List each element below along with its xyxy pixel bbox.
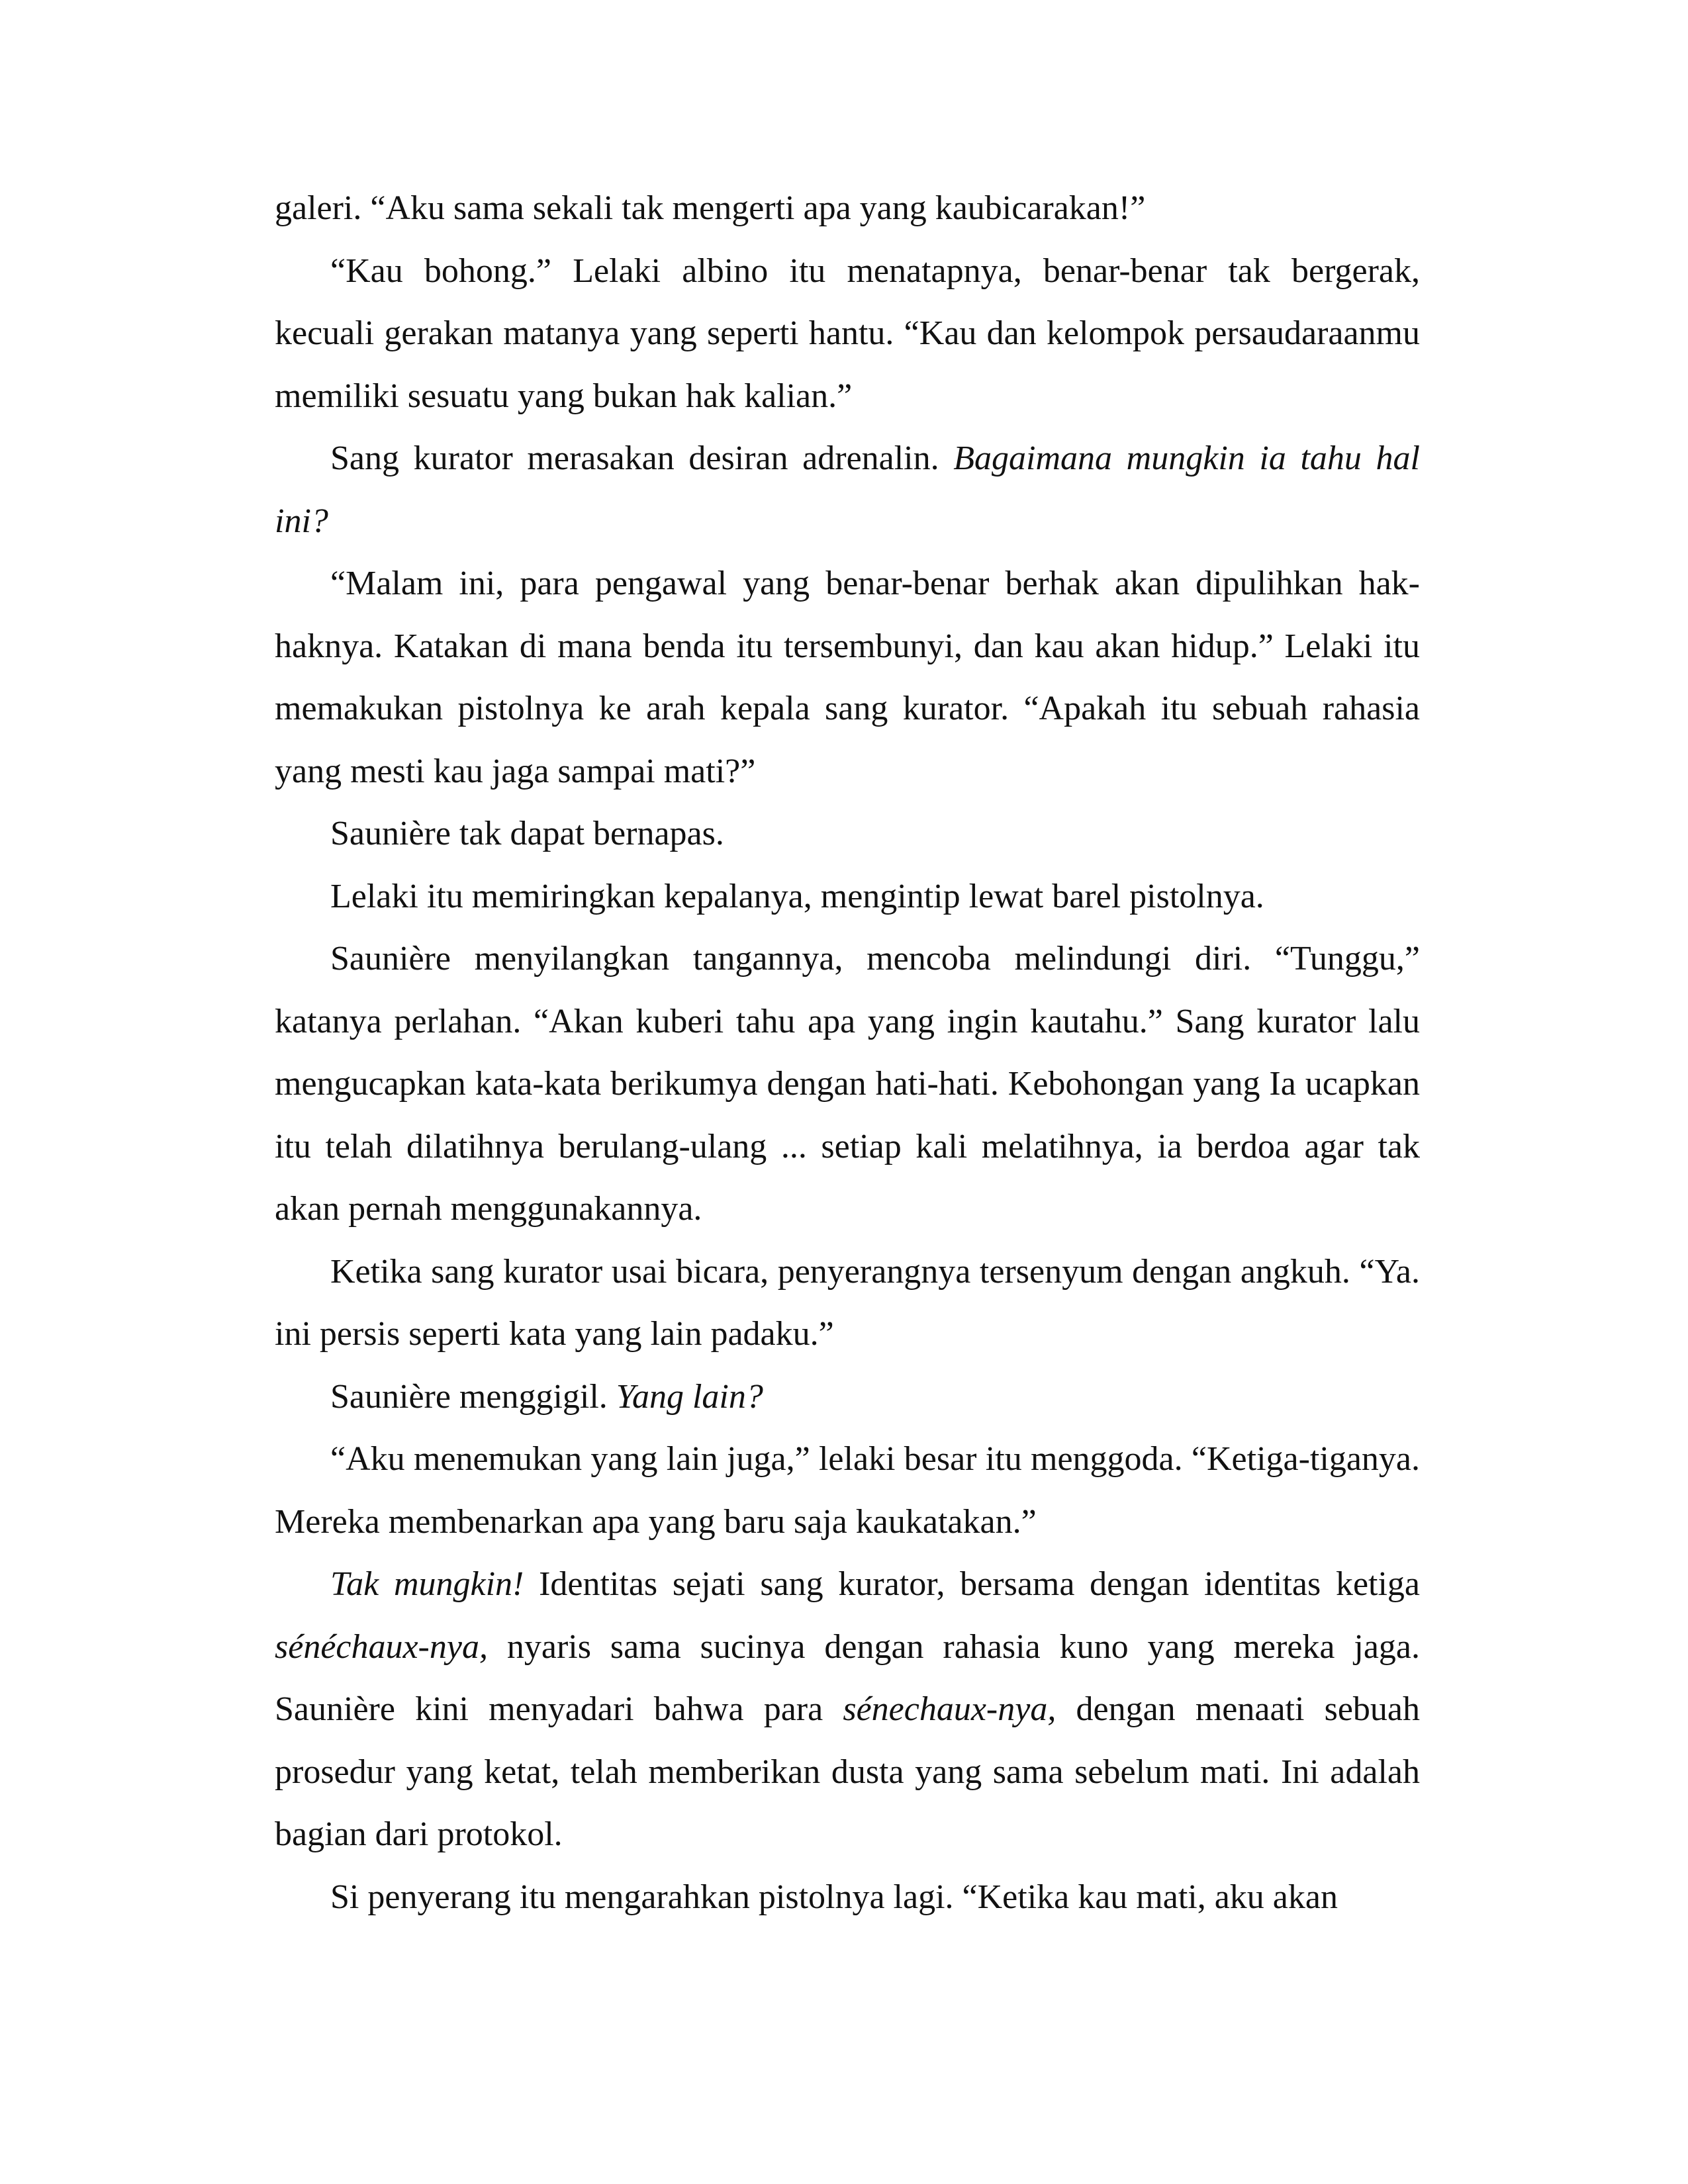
paragraph-11-text-1: Identitas sejati sang kurator, bersama dengan identitas ketiga — [524, 1565, 1421, 1603]
paragraph-7-text: Saunière menyilangkan tangannya, mencoba melindungi diri. “Tunggu,” katanya perlahan. “Akan kuberi tahu apa yang ingin kautahu.” Sang kurator lalu mengucapkan kata-kata berikumya dengan hati-hati. Kebohongan yang Ia ucapkan itu telah dilatihnya berulang-ulang ... setiap kali melatihnya, ia berdoa agar tak akan pernah menggunakannya. — [275, 940, 1420, 1228]
paragraph-5-text: Saunière tak dapat bernapas. — [330, 815, 724, 852]
paragraph-11-italic-text-1: Tak mungkin! — [330, 1565, 524, 1603]
paragraph-6-text: Lelaki itu memiringkan kepalanya, mengintip lewat barel pistolnya. — [330, 877, 1264, 915]
paragraph-9-italic-text: Yang lain? — [616, 1377, 763, 1416]
paragraph-12-text: Si penyerang itu mengarahkan pistolnya lagi. “Ketika kau mati, aku akan — [330, 1878, 1338, 1916]
paragraph-11 — [275, 1553, 1420, 1866]
paragraph-8 — [275, 1241, 1420, 1366]
paragraph-6 — [275, 866, 1420, 929]
paragraph-9-text: Saunière menggigil. — [330, 1377, 616, 1416]
paragraph-3 — [275, 428, 1420, 553]
paragraph-4-text: “Malam ini, para pengawal yang benar-benar berhak akan dipulihkan hak-haknya. Katakan di mana benda itu tersembunyi, dan kau akan hidup.” Lelaki itu memakukan pistolnya ke arah kepala sang kurator. “Apakah itu sebuah rahasia yang mesti kau jaga sampai mati?” — [275, 565, 1420, 790]
paragraph-11-italic-text-3: sénechaux-nya, — [843, 1690, 1056, 1728]
paragraph-11-text-2: nyaris sama sucinya dengan rahasia kuno yang mereka jaga. Saunière kini menyadari bahwa para — [275, 1627, 1420, 1728]
paragraph-10-text: “Aku menemukan yang lain juga,” lelaki besar itu menggoda. “Ketiga-tiganya. Mereka membenarkan apa yang baru saja kaukatakan.” — [275, 1440, 1420, 1541]
document-page — [275, 177, 1420, 1929]
paragraph-4 — [275, 553, 1420, 803]
paragraph-2-text: “Kau bohong.” Lelaki albino itu menatapnya, benar-benar tak bergerak, kecuali gerakan matanya yang seperti hantu. “Kau dan kelompok persaudaraanmu memiliki sesuatu yang bukan hak kalian.” — [275, 251, 1420, 415]
paragraph-10 — [275, 1428, 1420, 1553]
paragraph-5 — [275, 803, 1420, 866]
paragraph-8-text: Ketika sang kurator usai bicara, penyerangnya tersenyum dengan angkuh. “Ya. ini persis seperti kata yang lain padaku.” — [275, 1252, 1420, 1353]
paragraph-12 — [275, 1866, 1420, 1929]
paragraph-3-text: Sang kurator merasakan desiran adrenalin. — [330, 439, 954, 477]
paragraph-11-italic-text-2: sénéchaux-nya, — [275, 1627, 488, 1666]
paragraph-2 — [275, 240, 1420, 428]
paragraph-1 — [275, 177, 1420, 240]
paragraph-11-text-3: dengan menaati sebuah prosedur yang ketat, telah memberikan dusta yang sama sebelum mati. Ini adalah bagian dari protokol. — [275, 1690, 1420, 1853]
paragraph-9 — [275, 1366, 1420, 1429]
paragraph-1-text: galeri. “Aku sama sekali tak mengerti apa yang kaubicarakan!” — [275, 189, 1146, 227]
paragraph-7 — [275, 928, 1420, 1241]
paragraph-3-italic-text: Bagaimana mungkin ia tahu hal ini? — [275, 439, 1421, 540]
